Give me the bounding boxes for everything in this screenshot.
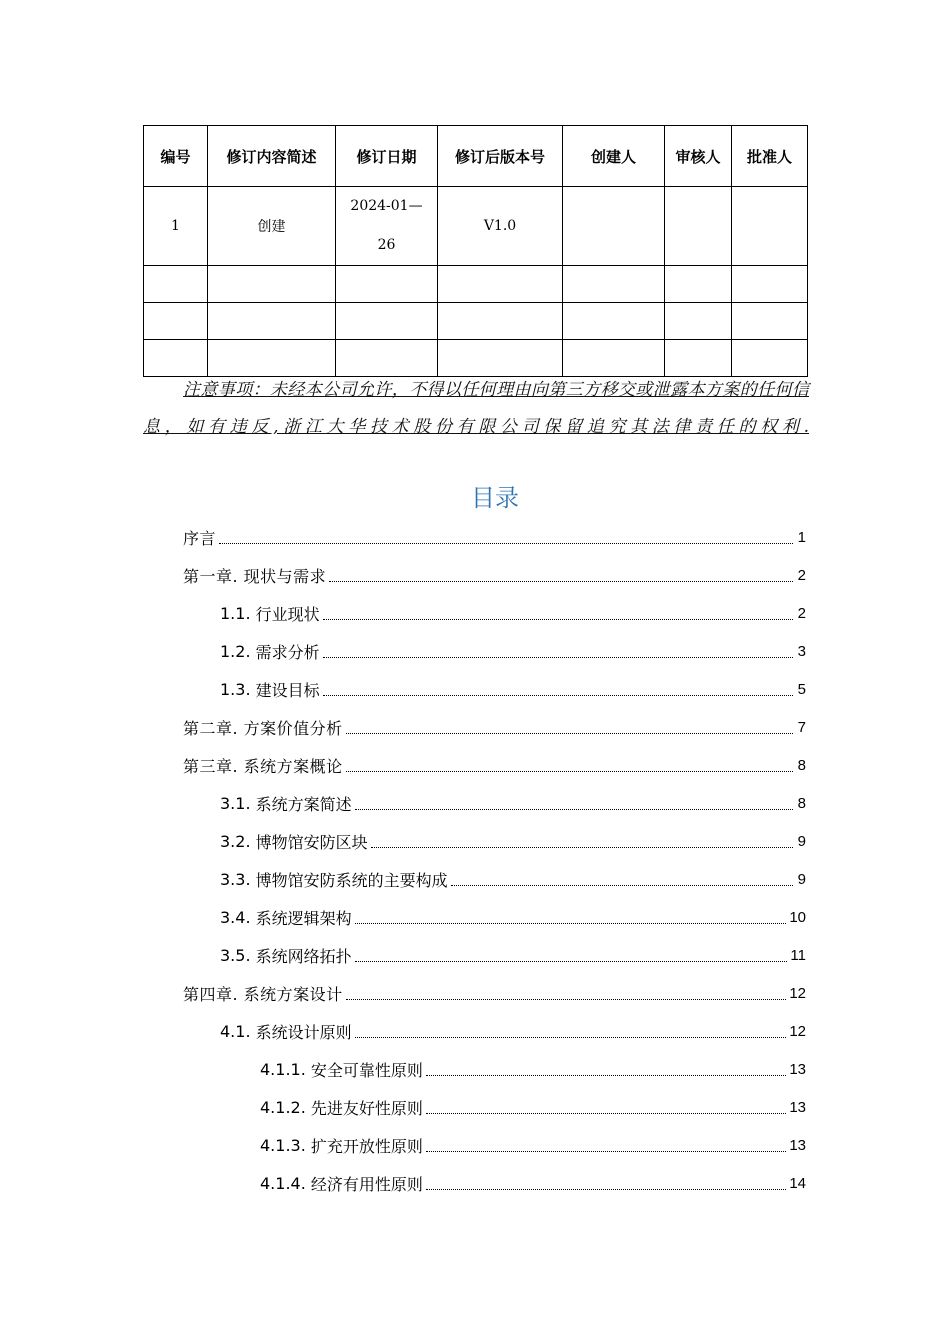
cell-approver bbox=[732, 187, 808, 266]
empty-cell bbox=[144, 266, 208, 303]
toc-dot-leader bbox=[426, 1113, 786, 1114]
toc-entry-title: 先进友好性原则 bbox=[310, 1098, 423, 1118]
toc-entry-page: 8 bbox=[797, 756, 806, 774]
empty-cell bbox=[563, 303, 665, 340]
toc-entry-page: 13 bbox=[789, 1136, 806, 1154]
toc-entry[interactable] bbox=[183, 822, 806, 860]
toc-entry-title: 扩充开放性原则 bbox=[310, 1136, 423, 1156]
empty-cell bbox=[563, 340, 665, 377]
cell-date-line1: 2024-01— bbox=[350, 198, 423, 214]
toc-entry[interactable] bbox=[183, 594, 806, 632]
table-row bbox=[144, 187, 808, 266]
toc-entry-number: 3.2. bbox=[220, 831, 256, 851]
toc-entry-title: 系统方案简述 bbox=[255, 794, 352, 814]
toc-dot-leader bbox=[451, 885, 793, 886]
cell-date bbox=[336, 187, 438, 266]
toc-entry-page: 9 bbox=[797, 870, 806, 888]
toc-entry-title: 第二章. 方案价值分析 bbox=[183, 718, 343, 738]
toc-entry-page: 10 bbox=[789, 908, 806, 926]
empty-cell bbox=[665, 266, 732, 303]
toc-entry-number: 4.1. bbox=[220, 1021, 256, 1041]
toc-dot-leader bbox=[346, 999, 787, 1000]
toc-entry[interactable] bbox=[183, 1088, 806, 1126]
toc-entry-page: 2 bbox=[797, 566, 806, 584]
cell-reviewer bbox=[665, 187, 732, 266]
toc-entry-title: 系统网络拓扑 bbox=[255, 946, 352, 966]
toc-entry-title: 系统逻辑架构 bbox=[255, 908, 352, 928]
toc-entry-page: 13 bbox=[789, 1060, 806, 1078]
toc-entry-page: 7 bbox=[797, 718, 806, 736]
table-row-empty bbox=[144, 266, 808, 303]
toc-dot-leader bbox=[426, 1151, 786, 1152]
revision-table bbox=[143, 125, 808, 377]
toc-dot-leader bbox=[355, 923, 787, 924]
toc-entry-number: 3.4. bbox=[220, 907, 256, 927]
toc-entry[interactable] bbox=[183, 1126, 806, 1164]
toc-entry-title: 行业现状 bbox=[255, 604, 320, 624]
toc-entry-title: 经济有用性原则 bbox=[310, 1174, 423, 1194]
toc-dot-leader bbox=[346, 771, 793, 772]
table-row-empty bbox=[144, 340, 808, 377]
toc-entry-number: 1.3. bbox=[220, 679, 256, 699]
toc-entry[interactable] bbox=[183, 974, 806, 1012]
toc-entry[interactable] bbox=[183, 1050, 806, 1088]
table-of-contents bbox=[183, 518, 806, 1202]
empty-cell bbox=[438, 303, 563, 340]
toc-entry[interactable] bbox=[183, 708, 806, 746]
empty-cell bbox=[732, 266, 808, 303]
toc-entry-title: 系统设计原则 bbox=[255, 1022, 352, 1042]
cell-date-line2: 26 bbox=[377, 237, 396, 253]
revision-table-header bbox=[144, 126, 808, 187]
toc-entry[interactable] bbox=[183, 746, 806, 784]
toc-entry-number: 4.1.4. bbox=[260, 1173, 311, 1193]
toc-dot-leader bbox=[219, 543, 793, 544]
toc-entry-page: 12 bbox=[789, 1022, 806, 1040]
empty-cell bbox=[563, 266, 665, 303]
cell-content: 创建 bbox=[208, 187, 336, 266]
toc-entry-number: 4.1.2. bbox=[260, 1097, 311, 1117]
toc-entry-title: 第三章. 系统方案概论 bbox=[183, 756, 343, 776]
empty-cell bbox=[665, 340, 732, 377]
toc-dot-leader bbox=[329, 581, 793, 582]
toc-entry-number: 3.3. bbox=[220, 869, 256, 889]
header-date: 修订日期 bbox=[336, 126, 438, 187]
toc-entry-number: 1.2. bbox=[220, 641, 256, 661]
header-no: 编号 bbox=[144, 126, 208, 187]
header-content: 修订内容简述 bbox=[208, 126, 336, 187]
toc-entry-title: 序言 bbox=[183, 528, 217, 548]
empty-cell bbox=[732, 340, 808, 377]
toc-dot-leader bbox=[355, 961, 788, 962]
toc-dot-leader bbox=[355, 809, 793, 810]
toc-entry-title: 博物馆安防系统的主要构成 bbox=[255, 870, 448, 890]
empty-cell bbox=[438, 340, 563, 377]
toc-entry-number: 3.5. bbox=[220, 945, 256, 965]
toc-entry-page: 12 bbox=[789, 984, 806, 1002]
empty-cell bbox=[208, 266, 336, 303]
toc-entry[interactable] bbox=[183, 936, 806, 974]
header-creator: 创建人 bbox=[563, 126, 665, 187]
toc-entry[interactable] bbox=[183, 1164, 806, 1202]
table-row-empty bbox=[144, 303, 808, 340]
header-version: 修订后版本号 bbox=[438, 126, 563, 187]
toc-entry-page: 3 bbox=[797, 642, 806, 660]
toc-entry-page: 1 bbox=[797, 528, 806, 546]
toc-entry-number: 4.1.1. bbox=[260, 1059, 311, 1079]
empty-cell bbox=[336, 303, 438, 340]
toc-entry-title: 需求分析 bbox=[255, 642, 320, 662]
confidentiality-notice: 注意事项：未经本公司允许，不得以任何理由向第三方移交或泄露本方案的任何信息，如有违反,浙江大华技术股份有限公司保留追究其法律责任的权利. bbox=[143, 380, 809, 437]
toc-title: 目录 bbox=[471, 484, 519, 512]
toc-dot-leader bbox=[323, 657, 793, 658]
toc-entry-title: 安全可靠性原则 bbox=[310, 1060, 423, 1080]
empty-cell bbox=[208, 303, 336, 340]
toc-dot-leader bbox=[426, 1075, 786, 1076]
toc-entry-title: 建设目标 bbox=[255, 680, 320, 700]
toc-entry-page: 13 bbox=[789, 1098, 806, 1116]
toc-entry[interactable] bbox=[183, 518, 806, 556]
toc-entry[interactable] bbox=[183, 860, 806, 898]
header-reviewer: 审核人 bbox=[665, 126, 732, 187]
toc-dot-leader bbox=[426, 1189, 786, 1190]
cell-no: 1 bbox=[144, 187, 208, 266]
toc-entry-number: 4.1.3. bbox=[260, 1135, 311, 1155]
toc-dot-leader bbox=[323, 619, 793, 620]
toc-entry[interactable] bbox=[183, 1012, 806, 1050]
empty-cell bbox=[438, 266, 563, 303]
toc-entry[interactable] bbox=[183, 898, 806, 936]
toc-dot-leader bbox=[371, 847, 793, 848]
toc-dot-leader bbox=[323, 695, 793, 696]
toc-entry[interactable] bbox=[183, 670, 806, 708]
empty-cell bbox=[665, 303, 732, 340]
toc-entry-page: 9 bbox=[797, 832, 806, 850]
empty-cell bbox=[144, 303, 208, 340]
toc-entry-title: 第四章. 系统方案设计 bbox=[183, 984, 343, 1004]
toc-entry-page: 14 bbox=[789, 1174, 806, 1192]
toc-entry[interactable] bbox=[183, 556, 806, 594]
toc-entry-page: 11 bbox=[790, 946, 806, 964]
empty-cell bbox=[144, 340, 208, 377]
toc-entry-title: 博物馆安防区块 bbox=[255, 832, 368, 852]
empty-cell bbox=[208, 340, 336, 377]
toc-entry-number: 3.1. bbox=[220, 793, 256, 813]
cell-creator bbox=[563, 187, 665, 266]
toc-dot-leader bbox=[355, 1037, 787, 1038]
empty-cell bbox=[336, 340, 438, 377]
toc-entry-title: 第一章. 现状与需求 bbox=[183, 566, 327, 586]
empty-cell bbox=[732, 303, 808, 340]
toc-entry[interactable] bbox=[183, 632, 806, 670]
toc-entry-page: 8 bbox=[797, 794, 806, 812]
toc-dot-leader bbox=[346, 733, 793, 734]
header-approver: 批准人 bbox=[732, 126, 808, 187]
cell-version: V1.0 bbox=[438, 187, 563, 266]
empty-cell bbox=[336, 266, 438, 303]
toc-entry-page: 5 bbox=[797, 680, 806, 698]
toc-entry-page: 2 bbox=[797, 604, 806, 622]
toc-entry[interactable] bbox=[183, 784, 806, 822]
toc-entry-number: 1.1. bbox=[220, 603, 256, 623]
